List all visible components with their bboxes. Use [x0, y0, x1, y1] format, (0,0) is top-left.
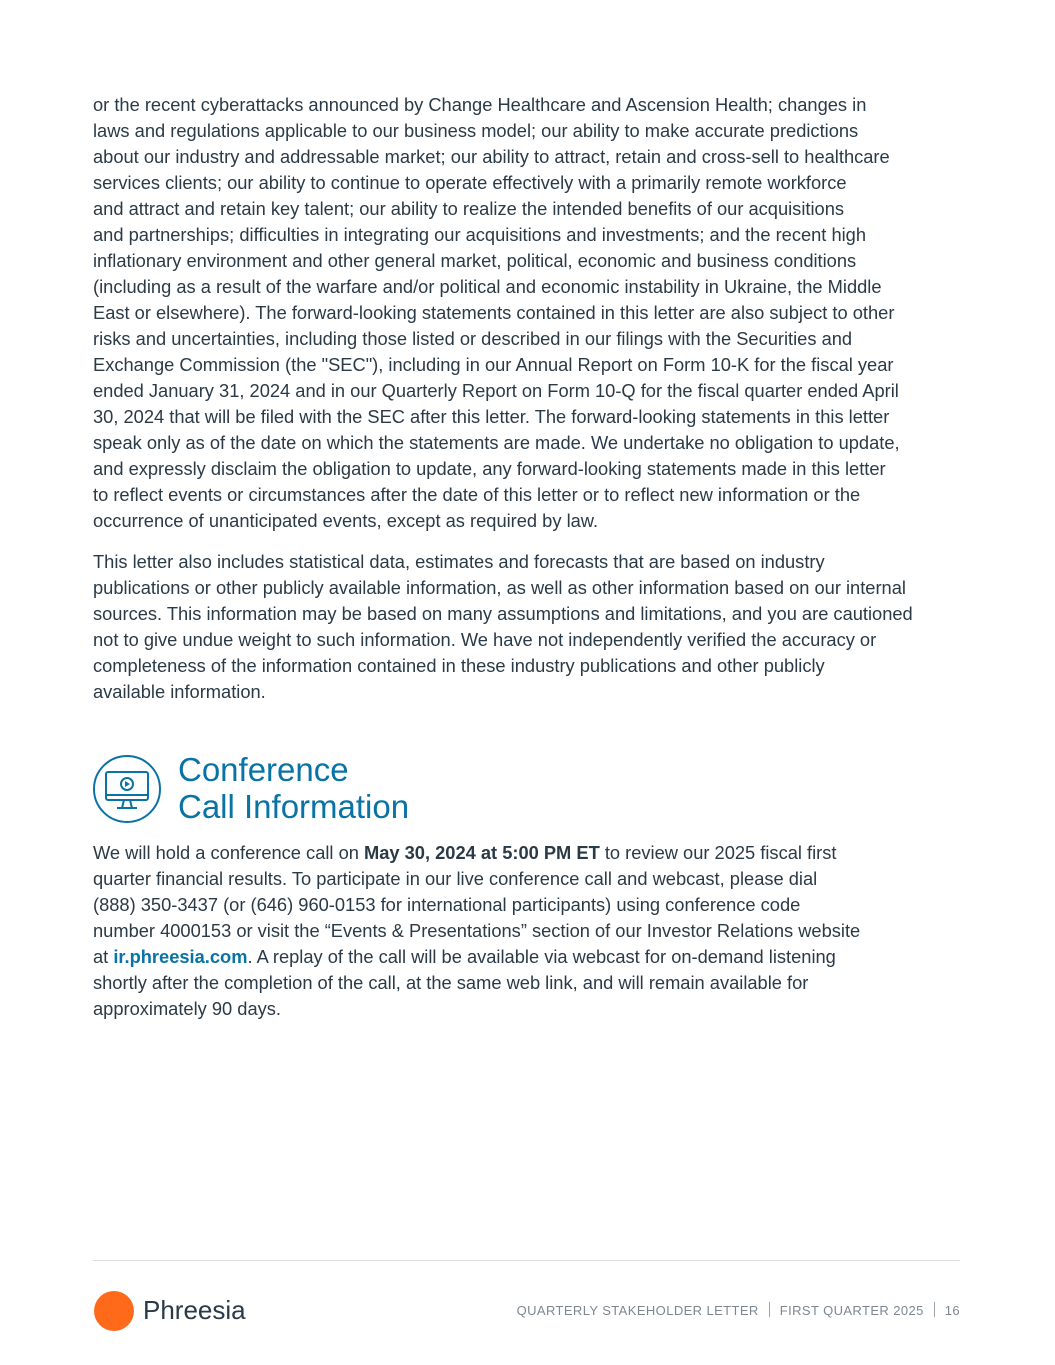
paragraph-line: and attract and retain key talent; our ability to realize the intended benefits of our acquisitions — [93, 198, 845, 219]
conference-line — [93, 840, 973, 866]
doc-label: QUARTERLY STAKEHOLDER LETTER — [516, 1303, 759, 1318]
statistical-data-paragraph — [93, 549, 973, 705]
paragraph-line: (including as a result of the warfare and/or political and economic instability in Ukraine, the Middle — [93, 276, 882, 297]
paragraph-line: or the recent cyberattacks announced by Change Healthcare and Ascension Health; changes in — [93, 94, 867, 115]
paragraph-line: sources. This information may be based on many assumptions and limitations, and you are cautioned — [93, 603, 913, 624]
paragraph-line: publications or other publicly available information, as well as other information based on our internal — [93, 577, 906, 598]
call-datetime: May 30, 2024 at 5:00 PM ET — [363, 842, 600, 863]
investor-relations-link[interactable]: ir.phreesia.com — [113, 946, 248, 967]
paragraph-line: services clients; our ability to continue to operate effectively with a primarily remote workforce — [93, 172, 847, 193]
paragraph-line: East or elsewhere). The forward-looking statements contained in this letter are also subject to other — [93, 302, 895, 323]
conference-line: (888) 350-3437 (or (646) 960-0153 for international participants) using conference code — [93, 894, 801, 915]
page-number: 16 — [944, 1303, 960, 1318]
section-title — [178, 751, 409, 825]
paragraph-line: Exchange Commission (the "SEC"), including in our Annual Report on Form 10-K for the fiscal year — [93, 354, 894, 375]
footer-separator — [769, 1302, 770, 1317]
paragraph-line: speak only as of the date on which the statements are made. We undertake no obligation to update, — [93, 432, 900, 453]
conference-text: . A replay of the call will be available via webcast for on-demand listening — [247, 946, 836, 967]
paragraph-line: and partnerships; difficulties in integrating our acquisitions and investments; and the recent high — [93, 224, 867, 245]
conference-line: shortly after the completion of the call, at the same web link, and will remain available for — [93, 972, 809, 993]
phreesia-logo-icon — [94, 1291, 134, 1331]
paragraph-line: about our industry and addressable market; our ability to attract, retain and cross-sell to healthcare — [93, 146, 890, 167]
section-title-line2: Call Information — [178, 788, 410, 825]
paragraph-line: risks and uncertainties, including those listed or described in our filings with the Securities and — [93, 328, 853, 349]
paragraph-line: available information. — [93, 681, 266, 702]
footer-info — [517, 1302, 960, 1320]
conference-line: number 4000153 or visit the “Events & Presentations” section of our Investor Relations website — [93, 920, 861, 941]
paragraph-line: completeness of the information contained in these industry publications and other publicly — [93, 655, 825, 676]
paragraph-line: inflationary environment and other general market, political, economic and business conditions — [93, 250, 857, 271]
paragraph-line: laws and regulations applicable to our business model; our ability to make accurate predictions — [93, 120, 859, 141]
conference-text: We will hold a conference call on — [93, 842, 364, 863]
paragraph-line: 30, 2024 that will be filed with the SEC after this letter. The forward-looking statements in this letter — [93, 406, 890, 427]
footer-separator — [934, 1302, 935, 1317]
paragraph-line: to reflect events or circumstances after the date of this letter or to reflect new information or the — [93, 484, 861, 505]
paragraph-line: This letter also includes statistical data, estimates and forecasts that are based on industry — [93, 551, 825, 572]
conference-text: at — [93, 946, 114, 967]
footer-divider — [93, 1260, 960, 1261]
monitor-play-icon — [92, 754, 162, 824]
conference-call-paragraph — [93, 840, 973, 1022]
conference-line: approximately 90 days. — [93, 998, 281, 1019]
logo-text: Phreesia — [143, 1295, 246, 1325]
section-title-line1: Conference — [178, 751, 349, 788]
period-label: FIRST QUARTER 2025 — [779, 1303, 924, 1318]
paragraph-line: occurrence of unanticipated events, except as required by law. — [93, 510, 599, 531]
forward-looking-paragraph — [93, 92, 973, 534]
conference-text: to review our 2025 fiscal first — [599, 842, 837, 863]
paragraph-line: and expressly disclaim the obligation to update, any forward-looking statements made in this letter — [93, 458, 886, 479]
conference-line — [93, 944, 973, 970]
paragraph-line: ended January 31, 2024 and in our Quarterly Report on Form 10-Q for the fiscal quarter ended April — [93, 380, 899, 401]
paragraph-line: not to give undue weight to such information. We have not independently verified the accuracy or — [93, 629, 877, 650]
conference-line: quarter financial results. To participate in our live conference call and webcast, please dial — [93, 868, 818, 889]
